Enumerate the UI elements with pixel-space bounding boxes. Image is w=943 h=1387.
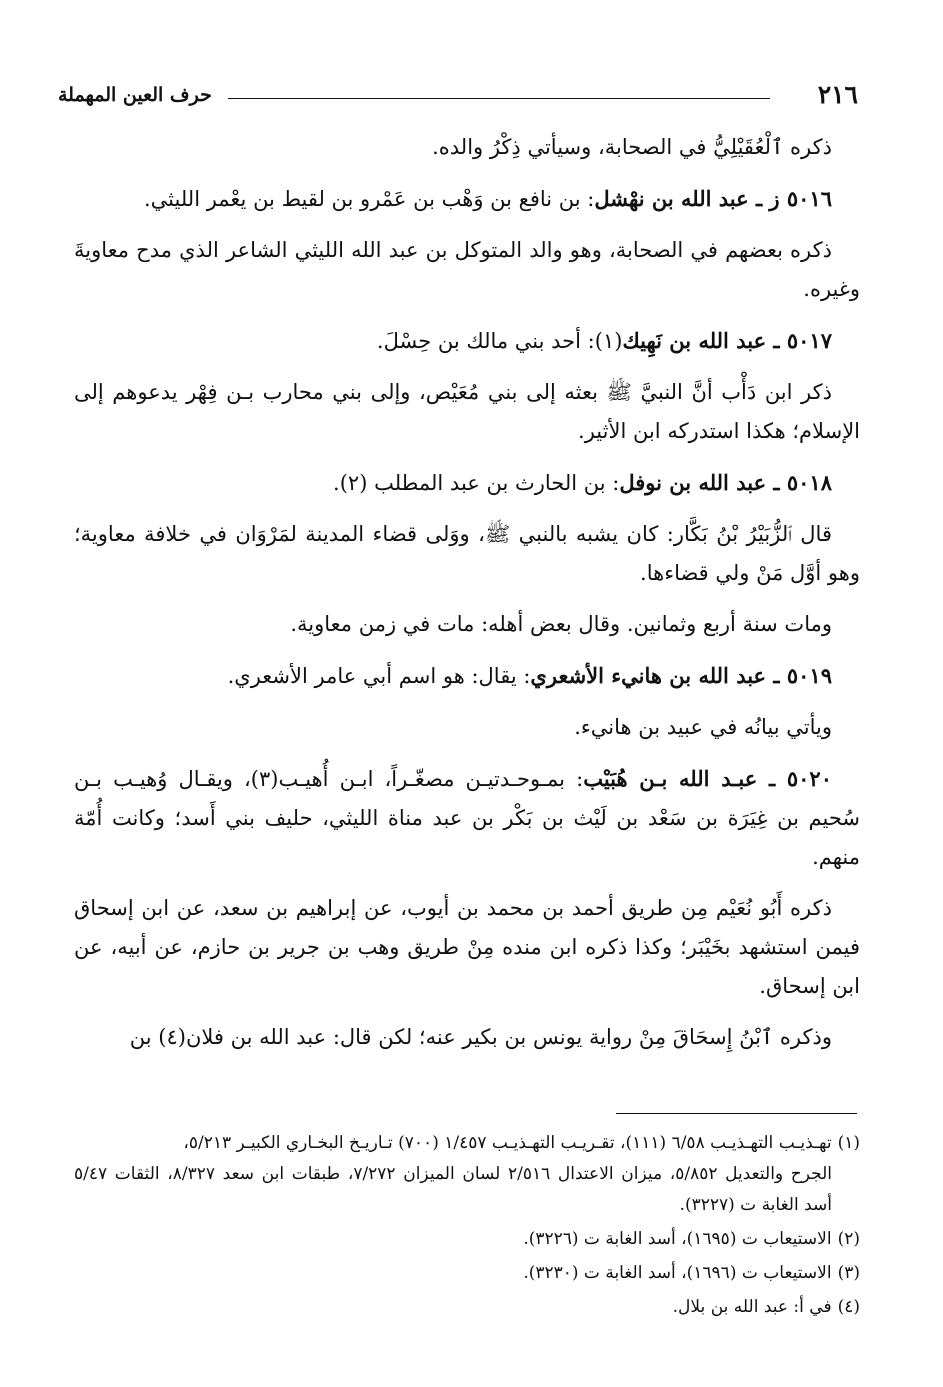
footnote: (٤)في أ: عبد الله بن بلال. [672,1297,860,1317]
footnote-separator [616,1113,857,1114]
footnote: (٣)الاستيعاب ت (١٦٩٦)، أسد الغابة ت (٣٢٣٠). [523,1263,860,1283]
paragraph: ومات سنة أربع وثمانين. وقال بعض أهله: مات في زمن معاوية. [290,612,832,636]
page-number: ٢١٦ [817,80,858,109]
entry-paragraph: ٥٠١٩ ـ عبد الله بن هانيء الأشعري: يقال: هو اسم أبي عامر الأشعري. [227,663,832,688]
footnotes [74,1128,860,1326]
running-title: حرف العين المهملة [58,84,212,106]
entry-paragraph: ٥٠١٨ ـ عبد الله بن نوفل: بن الحارث بن عبد المطلب (٢). [333,470,832,495]
paragraph: ذكره ٱلْعُقَيْلِيُّ في الصحابة، وسيأتي ذِكْرُ والده. [432,135,832,159]
paragraph: ذكر ابن دَأْب أنَّ النبيَّ ﷺ بعثه إلى بني مُعَيْص، وإلى بني محارب بـن فِهْر يدعوهم إلى الإسلام؛ هكذا استدركه ابن الأثير. [74,380,860,443]
entry-heading: ٥٠١٦ ز ـ عبد الله بن نهْشل [594,186,832,211]
paragraph: ويأتي بيانُه في عبيد بن هانيء. [574,715,832,739]
footnote: (١)تهـذيـب التهـذيـب ٦/٥٨ (١١١)، تقـريـب التهـذيـب ١/٤٥٧ (٧٠٠) تـاريـخ البخـاري الكبيـر ٥/٢١٣، الجرح والتعديل ٥/٨٥٢، ميزان الاعتدال ٢/٥١٦ لسان الميزان ٧/٢٧٢، طبقات ابن سعد ٨/٣٢٧، الثقات ٥/٤٧ أسد الغابة ت (٣٢٢٧). [74,1133,860,1215]
header-rule [228,98,770,99]
entry-paragraph: ٥٠١٦ ز ـ عبد الله بن نهْشل: بن نافع بن وَهْب بن عَمْرو بن لقيط بن يعْمر الليثي. [143,186,832,211]
paragraph: وذكره ٱبْنُ إِسحَاقَ مِنْ رواية يونس بن بكير عنه؛ لكن قال: عبد الله بن فلان(٤) بن [129,1025,832,1049]
entry-heading: ٥٠١٧ ـ عبد الله بن نَهِيك [622,328,832,353]
entry-heading: ٥٠٢٠ ـ عبـد الله بـن هُبَيْب [583,766,832,791]
page-header [58,80,858,112]
paragraph: قال ٱلزُّبَيْرُ بْنُ بَكَّار: كان يشبه بالنبي ﷺ، ووَلى قضاء المدينة لمَرْوَان في خلافة معاوية؛ وهو أوَّل مَنْ ولي قضاءها. [74,522,860,585]
paragraph: ذكره أَبُو نُعَيْم مِن طريق أحمد بن محمد بن أيوب، عن إبراهيم بن سعد، عن ابن إسحاق فيمن استشهد بخَيْبَر؛ وكذا ذكره ابن منده مِنْ طريق وهب بن جرير بن حازم، عن أبيه، عن ابن إسحاق. [74,896,860,998]
footnote: (٢)الاستيعاب ت (١٦٩٥)، أسد الغابة ت (٣٢٢٦). [523,1229,860,1249]
entry-paragraph: ٥٠٢٠ ـ عبـد الله بـن هُبَيْب: بمـوحـدتيـن مصغّـراً، ابـن أُهيـب(٣)، ويقـال وُهيـب بـن سُحيم بن غِيَرَة بن سَعْد بن لَيْث بن بَكْر بن عبد مناة الليثي، حليف بني أَسد؛ وكانت أُمّة منهم. [74,766,860,869]
entry-heading: ٥٠١٩ ـ عبد الله بن هانيء الأشعري [530,663,832,688]
paragraph: ذكره بعضهم في الصحابة، وهو والد المتوكل بن عبد الله الليثي الشاعر الذي مدح معاويةَ وغيره. [74,238,860,301]
entry-paragraph: ٥٠١٧ ـ عبد الله بن نَهِيك(١): أحد بني مالك بن حِسْلَ. [376,328,832,353]
main-text [74,128,860,1057]
entry-heading: ٥٠١٨ ـ عبد الله بن نوفل [619,470,832,495]
